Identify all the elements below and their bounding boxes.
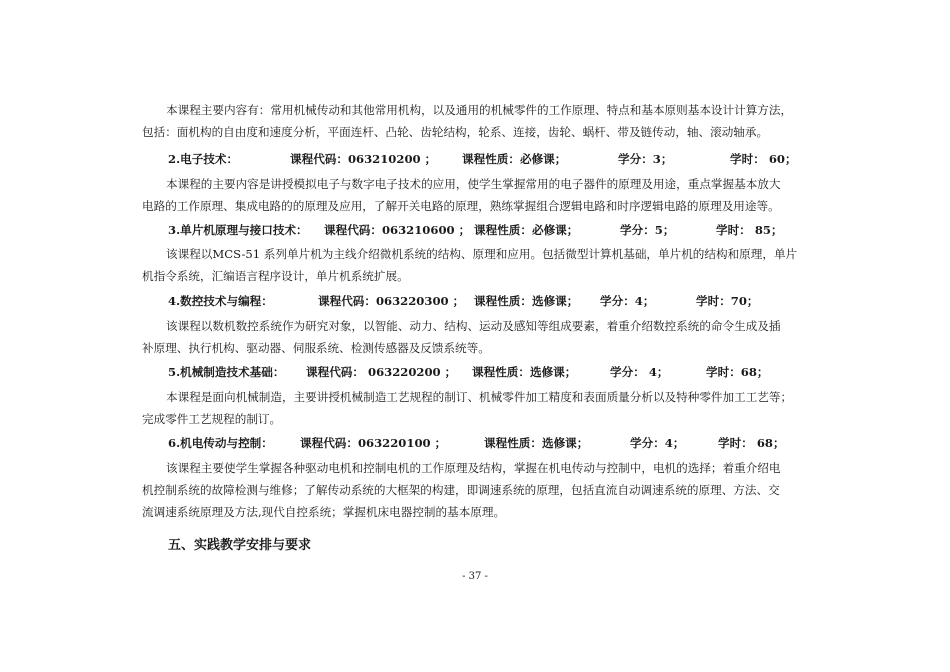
course-credits: 学分：5； [620,223,675,237]
course-title: 5.机械制造技术基础： [168,365,285,379]
page-number: - 37 - [462,571,488,582]
paragraph-line: 机指令系统，汇编语言程序设计，单片机系统扩展。 [142,269,409,283]
course-title: 3.单片机原理与接口技术： [168,223,308,237]
paragraph-line: 该课程以数机数控系统作为研究对象，以智能、动力、结构、运动及感知等组成要素，着重介绍数控系统的命令生成及插 [166,319,781,333]
course-hours: 学时： 85； [716,223,783,237]
course-credits: 学分： 4； [610,365,669,379]
course-title: 6.机电传动与控制： [168,436,273,450]
course-hours: 学时： 68； [718,436,785,450]
course-code: 课程代码：063220300 ； [318,294,465,308]
paragraph-line: 完成零件工艺规程的制订。 [142,412,282,426]
course-hours: 学时：68； [706,365,769,379]
course-code: 课程代码： 063220200 ； [306,365,457,379]
paragraph-line: 补原理、执行机构、驱动器、伺服系统、检测传感器及反馈系统等。 [142,341,490,355]
course-description [142,315,818,359]
course-description [142,386,818,430]
paragraph-line: 机控制系统的故障检测与维修；了解传动系统的大框架的构建，即调速系统的原理，包括直流自动调速系统的原理、方法、交 [142,483,780,497]
intro-paragraph [142,99,818,143]
course-credits: 学分：4； [630,436,685,450]
course-hours: 学时： 60； [730,152,797,166]
paragraph-line: 本课程主要内容有：常用机械传动和其他常用机构，以及通用的机械零件的工作原理、特点和基本原则基本设计计算方法， [166,103,793,117]
course-description [142,243,818,287]
section-heading: 五、实践教学安排与要求 [168,538,312,553]
paragraph-line: 流调速系统原理及方法,现代自控系统；掌握机床电器控制的基本原理。 [142,505,506,519]
paragraph-line: 包括：面机构的自由度和速度分析，平面连杆、凸轮、齿轮结构，轮系、连接，齿轮、蜗杆、带及链传动，轴、滚动轴承。 [142,125,769,139]
paragraph-line: 该课程以MCS-51 系列单片机为主线介绍微机系统的结构、原理和应用。包括微型计算机基础，单片机的结构和原理，单片 [166,247,798,261]
paragraph-line: 本课程的主要内容是讲授模拟电子与数字电子技术的应用，使学生掌握常用的电子器件的原理及用途，重点掌握基本放大 [166,177,781,191]
course-nature: 课程性质：选修课； [484,436,589,450]
course-nature: 课程性质：选修课； [472,365,577,379]
paragraph-line: 该课程主要使学生掌握各种驱动电机和控制电机的工作原理及结构，掌握在机电传动与控制中，电机的选择；着重介绍电 [166,461,781,475]
course-nature: 课程性质：必修课； [462,152,567,166]
course-description [142,173,818,217]
paragraph-line: 电路的工作原理、集成电路的的原理及应用，了解开关电路的原理，熟练掌握组合逻辑电路和时序逻辑电路的原理及用途等。 [142,199,780,213]
course-credits: 学分：4； [600,294,655,308]
course-description [142,457,818,523]
course-code: 课程代码：063210600 ； [324,223,471,237]
paragraph-line: 本课程是面向机械制造，主要讲授机械制造工艺规程的制订、机械零件加工精度和表面质量分析以及特种零件加工工艺等； [166,390,793,404]
course-title: 2.电子技术： [168,152,239,166]
course-nature: 课程性质：必修课； [474,223,579,237]
course-hours: 学时：70； [696,294,759,308]
course-code: 课程代码：063210200 ； [290,152,437,166]
course-nature: 课程性质：选修课； [474,294,579,308]
course-title: 4.数控技术与编程： [168,294,273,308]
course-credits: 学分：3； [618,152,673,166]
course-code: 课程代码：063220100 ； [300,436,447,450]
